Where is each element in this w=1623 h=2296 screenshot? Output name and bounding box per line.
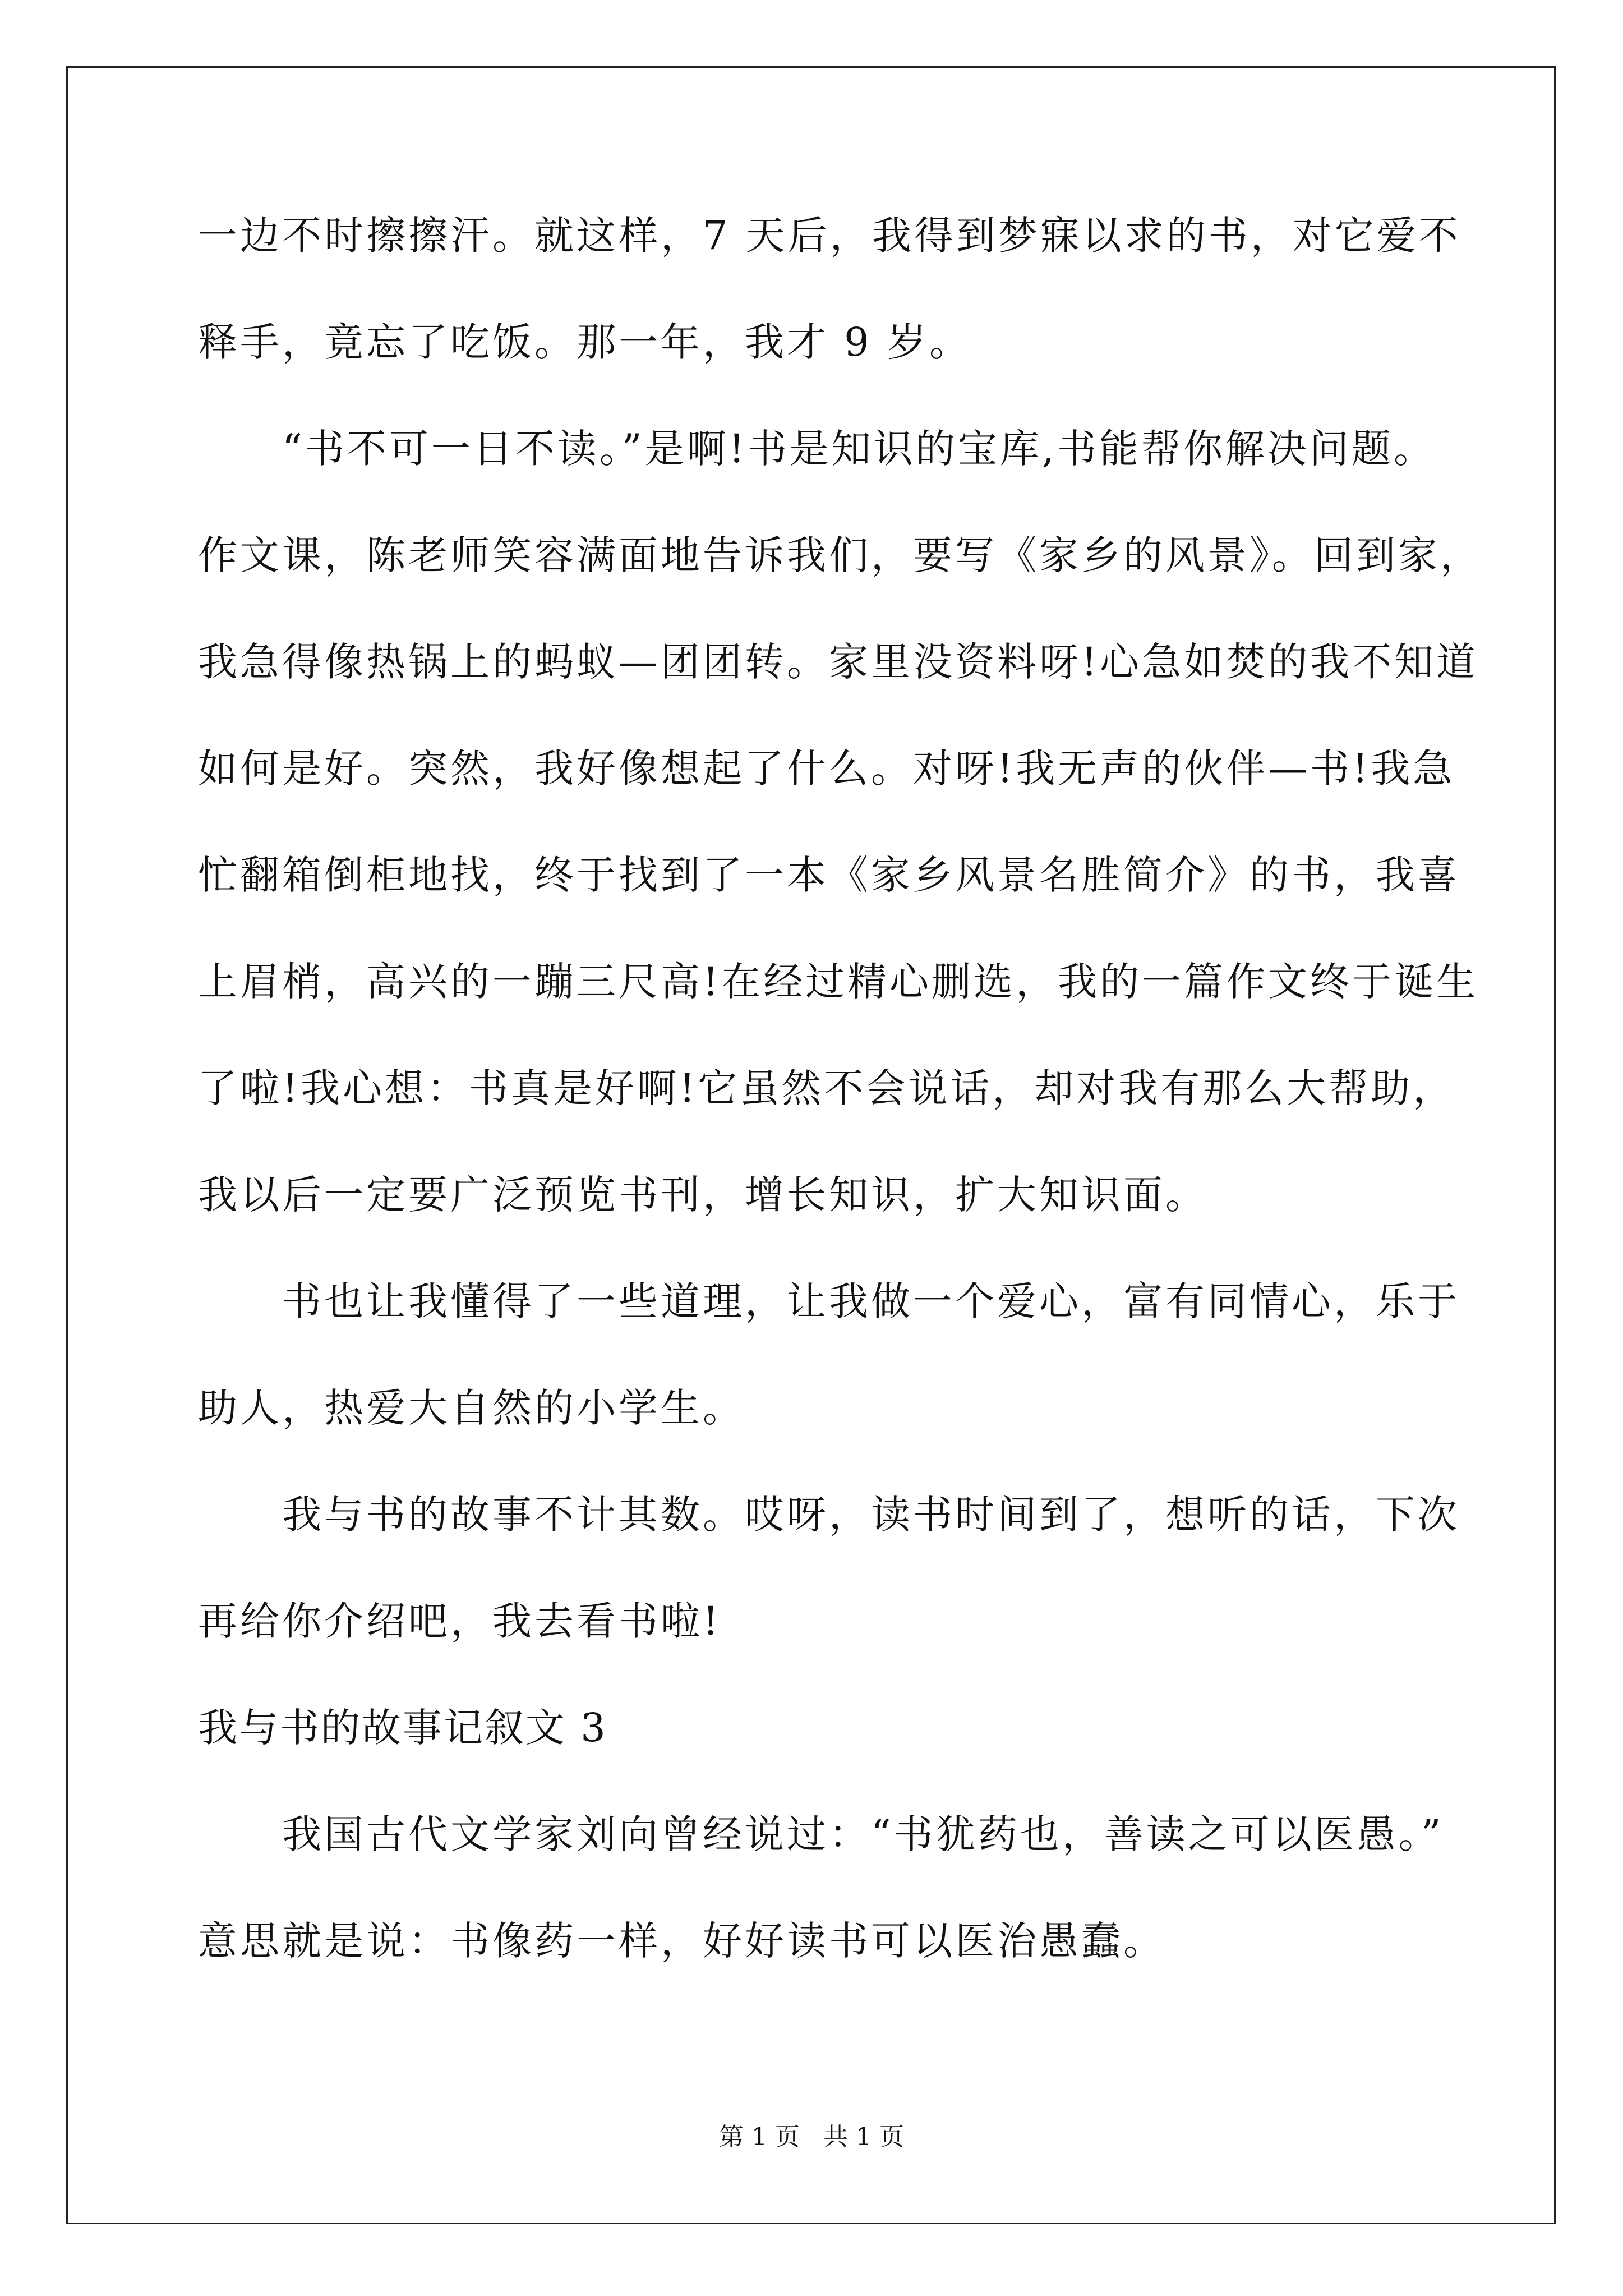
- text-line: 上眉梢，高兴的一蹦三尺高!在经过精心删选，我的一篇作文终于诞生: [198, 959, 1479, 1005]
- text-line: 了啦!我心想：书真是好啊!它虽然不会说话，却对我有那么大帮助，: [198, 1065, 1455, 1111]
- text-line: 如何是好。突然，我好像想起了什么。对呀!我无声的伙伴—书!我急: [198, 746, 1455, 792]
- text-line: 意思就是说：书像药一样，好好读书可以医治愚蠢。: [198, 1918, 1165, 1964]
- document-body: [198, 213, 1482, 2028]
- paragraph-start: 我国古代文学家刘向曾经说过：“书犹药也，善读之可以医愚。”: [282, 1811, 1444, 1857]
- paragraph-start: 我与书的故事不计其数。哎呀，读书时间到了，想听的话，下次: [282, 1492, 1460, 1538]
- page-number-footer: 第 1 页 共 1 页: [719, 2123, 904, 2151]
- text-line: 忙翻箱倒柜地找，终于找到了一本《家乡风景名胜简介》的书，我喜: [198, 852, 1460, 898]
- text-line: 释手，竟忘了吃饭。那一年，我才 9 岁。: [198, 319, 972, 365]
- paragraph-start: “书不可一日不读。”是啊!书是知识的宝库,书能帮你解决问题。: [282, 426, 1436, 472]
- text-line: 我以后一定要广泛预览书刊，增长知识，扩大知识面。: [198, 1172, 1207, 1218]
- section-heading: 我与书的故事记叙文 3: [198, 1705, 607, 1751]
- text-line: 助人，热爱大自然的小学生。: [198, 1385, 745, 1431]
- text-line: 一边不时擦擦汗。就这样，7 天后，我得到梦寐以求的书，对它爱不: [198, 213, 1461, 259]
- text-line: 再给你介绍吧，我去看书啦!: [198, 1598, 722, 1644]
- paragraph-start: 书也让我懂得了一些道理，让我做一个爱心，富有同情心，乐于: [282, 1278, 1460, 1324]
- text-line: 我急得像热锅上的蚂蚁—团团转。家里没资料呀!心急如焚的我不知道: [198, 639, 1479, 685]
- text-line: 作文课，陈老师笑容满面地告诉我们，要写《家乡的风景》。回到家，: [198, 532, 1482, 578]
